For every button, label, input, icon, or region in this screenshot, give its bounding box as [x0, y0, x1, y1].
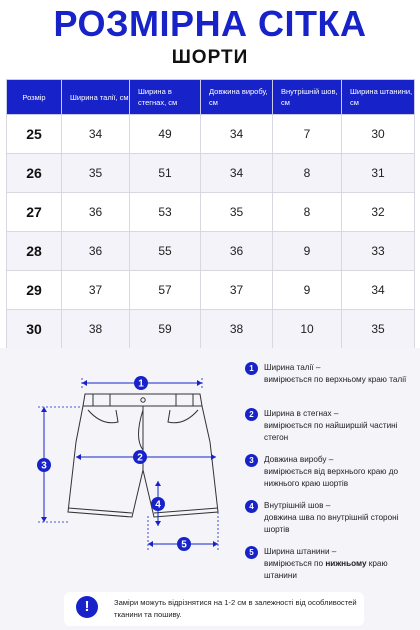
header-waist: Ширина талії, см [62, 80, 130, 115]
legend-desc-2: вимірюється по найширшій частині стегон [264, 421, 398, 442]
legend-desc-1: вимірюється по верхньому краю талії [264, 375, 407, 384]
legend-name-5: Ширина штанини – [264, 547, 337, 556]
measure-cell: 9 [273, 271, 342, 310]
disclaimer-note [64, 592, 364, 626]
marker-5-label: 5 [181, 539, 187, 551]
legend-item-leg-width [245, 546, 415, 592]
legend-name-1: Ширина талії – [264, 363, 321, 372]
measurement-legend [245, 362, 415, 592]
measure-cell: 34 [342, 271, 415, 310]
measure-cell: 49 [130, 115, 201, 154]
legend-desc-5-bold: нижньому [325, 559, 367, 568]
table-row [7, 193, 415, 232]
table-row [7, 310, 415, 349]
measure-cell: 53 [130, 193, 201, 232]
measure-cell: 57 [130, 271, 201, 310]
measure-cell: 30 [342, 115, 415, 154]
measure-cell: 7 [273, 115, 342, 154]
table-header-row [7, 80, 415, 115]
measure-cell: 8 [273, 193, 342, 232]
header-hips: Ширина в стегнах, см [130, 80, 201, 115]
measure-cell: 8 [273, 154, 342, 193]
inseam-measure-line [151, 481, 165, 526]
size-cell: 25 [7, 115, 62, 154]
length-measure-line [37, 407, 82, 522]
measure-cell: 36 [201, 232, 273, 271]
legend-name-3: Довжина виробу – [264, 455, 334, 464]
measure-cell: 35 [201, 193, 273, 232]
hips-measure-line [76, 450, 216, 464]
legend-name-2: Ширина в стегнах – [264, 409, 339, 418]
measure-cell: 32 [342, 193, 415, 232]
disclaimer-text: Заміри можуть відрізнятися на 1-2 см в залежності від особливостей тканини та пошиву. [114, 598, 357, 619]
measure-cell: 36 [62, 232, 130, 271]
legend-desc-4: довжина шва по внутрішній стороні шортів [264, 513, 399, 534]
legend-item-length [245, 454, 415, 500]
measure-cell: 33 [342, 232, 415, 271]
size-cell: 27 [7, 193, 62, 232]
size-cell: 29 [7, 271, 62, 310]
legend-number-3: 3 [245, 454, 258, 467]
table-row [7, 154, 415, 193]
legend-desc-3: вимірюється від верхнього краю до нижнього краю шортів [264, 467, 399, 488]
size-table [6, 79, 415, 349]
table-row [7, 232, 415, 271]
legend-number-4: 4 [245, 500, 258, 513]
page-title: РОЗМІРНА СІТКА [53, 3, 367, 44]
measure-cell: 31 [342, 154, 415, 193]
size-table-wrapper [6, 79, 414, 344]
measure-cell: 38 [201, 310, 273, 349]
measure-cell: 51 [130, 154, 201, 193]
measure-cell: 10 [273, 310, 342, 349]
marker-1-label: 1 [138, 378, 144, 390]
legend-number-2: 2 [245, 408, 258, 421]
measure-cell: 37 [201, 271, 273, 310]
waist-measure-line [82, 376, 202, 390]
measure-cell: 34 [201, 115, 273, 154]
header-inseam: Внутрішній шов, см [273, 80, 342, 115]
measure-cell: 35 [62, 154, 130, 193]
size-cell: 28 [7, 232, 62, 271]
measure-cell: 59 [130, 310, 201, 349]
measure-cell: 34 [201, 154, 273, 193]
warning-icon: ! [76, 596, 98, 618]
legend-item-hips [245, 408, 415, 454]
measure-cell: 36 [62, 193, 130, 232]
measure-cell: 37 [62, 271, 130, 310]
measure-cell: 38 [62, 310, 130, 349]
measure-cell: 55 [130, 232, 201, 271]
measure-cell: 9 [273, 232, 342, 271]
size-cell: 26 [7, 154, 62, 193]
marker-4-label: 4 [155, 499, 161, 511]
size-cell: 30 [7, 310, 62, 349]
measure-cell: 35 [342, 310, 415, 349]
page-subtitle: ШОРТИ [171, 47, 249, 68]
header-length: Довжина виробу, см [201, 80, 273, 115]
marker-2-label: 2 [137, 452, 143, 464]
header-leg-width: Ширина штанини, см [342, 80, 415, 115]
legend-item-waist [245, 362, 415, 408]
table-row [7, 271, 415, 310]
table-row [7, 115, 415, 154]
legend-name-4: Внутрішній шов – [264, 501, 331, 510]
legend-number-5: 5 [245, 546, 258, 559]
shorts-diagram [30, 370, 230, 555]
header-size: Розмір [7, 80, 62, 115]
measure-cell: 34 [62, 115, 130, 154]
legend-desc-5-before: вимірюється по [264, 559, 324, 568]
legend-number-1: 1 [245, 362, 258, 375]
marker-3-label: 3 [41, 460, 47, 472]
legend-desc-5-after: краю штанини [264, 559, 388, 580]
legend-item-inseam [245, 500, 415, 546]
